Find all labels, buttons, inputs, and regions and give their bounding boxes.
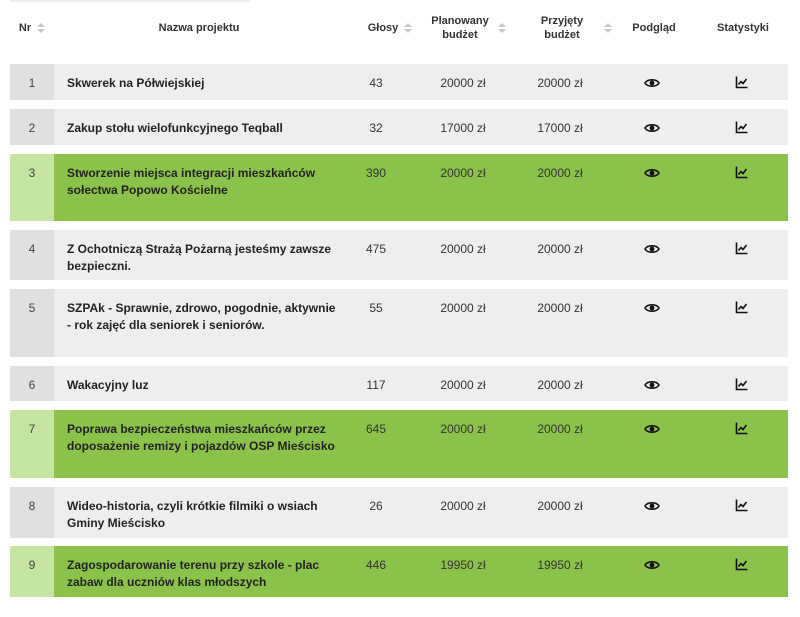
- row-number-cell: [10, 289, 54, 357]
- planned-budget-value: 20000 zł: [440, 301, 486, 315]
- column-header-nr-label: Nr: [18, 22, 32, 34]
- accepted-budget-value: 20000 zł: [537, 378, 583, 392]
- column-header-name-label: Nazwa projektu: [158, 22, 240, 34]
- project-name: SZPAk - Sprawnie, zdrowo, pogodnie, aktywnie - rok zajęć dla seniorek i seniorów.: [67, 301, 336, 332]
- stats-button[interactable]: [735, 75, 751, 92]
- column-header-votes[interactable]: [350, 8, 430, 48]
- accepted-budget-value: 20000 zł: [537, 301, 583, 315]
- votes-value: 32: [369, 121, 383, 135]
- eye-icon[interactable]: [644, 421, 660, 437]
- chart-line-icon[interactable]: [735, 498, 749, 512]
- eye-icon[interactable]: [644, 120, 660, 136]
- row-number: 1: [28, 76, 36, 90]
- preview-button[interactable]: [644, 120, 662, 137]
- row-number-cell: [10, 366, 54, 401]
- column-header-nr[interactable]: [10, 8, 54, 48]
- preview-button[interactable]: [644, 498, 662, 515]
- row-number-cell: [10, 230, 54, 280]
- sort-icon[interactable]: [404, 23, 412, 33]
- votes-value: 475: [365, 242, 387, 256]
- row-number: 5: [28, 301, 36, 315]
- column-header-preview-label: Podgląd: [632, 22, 676, 34]
- table-row: [10, 487, 788, 538]
- stats-button[interactable]: [735, 557, 751, 574]
- eye-icon[interactable]: [644, 165, 660, 181]
- planned-budget-value: 20000 zł: [440, 378, 486, 392]
- top-divider: [10, 0, 250, 2]
- chart-line-icon[interactable]: [735, 165, 749, 179]
- sort-icon[interactable]: [604, 23, 612, 33]
- project-name: Wideo-historia, czyli krótkie filmiki o wsiach Gminy Mieścisko: [67, 499, 318, 530]
- planned-budget-value: 20000 zł: [440, 76, 486, 90]
- column-header-stats-label: Statystyki: [717, 22, 769, 34]
- accepted-budget-value: 19950 zł: [537, 558, 583, 572]
- votes-value: 117: [366, 378, 386, 392]
- eye-icon[interactable]: [644, 377, 660, 393]
- accepted-budget-value: 20000 zł: [537, 422, 583, 436]
- accepted-budget-value: 20000 zł: [537, 499, 583, 513]
- row-number-cell: [10, 154, 54, 221]
- chart-line-icon[interactable]: [735, 75, 749, 89]
- project-name: Poprawa bezpieczeństwa mieszkańców przez doposażenie remizy i pojazdów OSP Mieścisko: [67, 422, 335, 453]
- project-name: Zagospodarowanie terenu przy szkole - plac zabaw dla uczniów klas młodszych: [67, 558, 320, 589]
- project-name: Stworzenie miejsca integracji mieszkańców sołectwa Popowo Kościelne: [67, 166, 316, 197]
- eye-icon[interactable]: [644, 498, 660, 514]
- stats-button[interactable]: [735, 241, 751, 258]
- row-number-cell: [10, 546, 54, 597]
- planned-budget-value: 17000 zł: [440, 121, 486, 135]
- preview-button[interactable]: [644, 557, 662, 574]
- votes-value: 43: [369, 76, 383, 90]
- table-row-highlighted: [10, 410, 788, 478]
- table-row-highlighted: [10, 546, 788, 597]
- eye-icon[interactable]: [644, 300, 660, 316]
- stats-button[interactable]: [735, 300, 751, 317]
- table-row: [10, 289, 788, 357]
- preview-button[interactable]: [644, 300, 662, 317]
- table-row-highlighted: [10, 154, 788, 221]
- planned-budget-value: 19950 zł: [440, 558, 486, 572]
- eye-icon[interactable]: [644, 557, 660, 573]
- column-header-preview: [625, 8, 683, 48]
- votes-value: 645: [365, 422, 387, 436]
- row-number: 3: [28, 166, 36, 180]
- row-number: 8: [28, 499, 36, 513]
- project-name: Wakacyjny luz: [67, 378, 149, 392]
- stats-button[interactable]: [735, 165, 751, 182]
- row-number-cell: [10, 64, 54, 100]
- row-number-cell: [10, 410, 54, 478]
- chart-line-icon[interactable]: [735, 377, 749, 391]
- stats-button[interactable]: [735, 421, 751, 438]
- stats-button[interactable]: [735, 377, 751, 394]
- column-header-stats: [703, 8, 783, 48]
- preview-button[interactable]: [644, 165, 662, 182]
- sort-icon[interactable]: [37, 23, 45, 33]
- eye-icon[interactable]: [644, 75, 660, 91]
- row-number: 4: [28, 242, 36, 256]
- table-row: [10, 366, 788, 401]
- project-name: Skwerek na Półwiejskiej: [67, 76, 205, 90]
- chart-line-icon[interactable]: [735, 557, 749, 571]
- votes-value: 26: [369, 499, 383, 513]
- row-number-cell: [10, 487, 54, 538]
- column-header-planned-budget[interactable]: [422, 8, 512, 48]
- preview-button[interactable]: [644, 421, 662, 438]
- preview-button[interactable]: [644, 241, 662, 258]
- votes-value: 390: [365, 166, 387, 180]
- eye-icon[interactable]: [644, 241, 660, 257]
- chart-line-icon[interactable]: [735, 120, 749, 134]
- preview-button[interactable]: [644, 377, 662, 394]
- sort-icon[interactable]: [498, 23, 506, 33]
- planned-budget-value: 20000 zł: [440, 242, 486, 256]
- accepted-budget-value: 20000 zł: [537, 166, 583, 180]
- accepted-budget-value: 20000 zł: [537, 76, 583, 90]
- accepted-budget-value: 20000 zł: [537, 242, 583, 256]
- row-number-cell: [10, 109, 54, 145]
- accepted-budget-value: 17000 zł: [537, 121, 583, 135]
- planned-budget-value: 20000 zł: [440, 499, 486, 513]
- column-header-name: [64, 8, 334, 48]
- table-row: [10, 109, 788, 145]
- chart-line-icon[interactable]: [735, 241, 749, 255]
- planned-budget-value: 20000 zł: [440, 166, 486, 180]
- table-header: [10, 8, 788, 48]
- row-number: 6: [28, 378, 36, 392]
- project-name: Zakup stołu wielofunkcyjnego Teqball: [67, 121, 283, 135]
- row-number: 2: [28, 121, 36, 135]
- chart-line-icon[interactable]: [735, 421, 749, 435]
- column-header-accepted-budget-label: Przyjęty budżet: [540, 15, 584, 41]
- chart-line-icon[interactable]: [735, 300, 749, 314]
- votes-value: 446: [365, 558, 387, 572]
- stats-button[interactable]: [735, 120, 751, 137]
- votes-value: 55: [369, 301, 383, 315]
- project-name: Z Ochotniczą Strażą Pożarną jesteśmy zawsze bezpieczni.: [67, 242, 332, 273]
- preview-button[interactable]: [644, 75, 662, 92]
- column-header-planned-budget-label: Planowany budżet: [431, 15, 489, 41]
- column-header-accepted-budget[interactable]: [518, 8, 628, 48]
- table-row: [10, 64, 788, 100]
- planned-budget-value: 20000 zł: [440, 422, 486, 436]
- row-number: 7: [28, 422, 36, 436]
- stats-button[interactable]: [735, 498, 751, 515]
- column-header-votes-label: Głosy: [367, 22, 399, 34]
- table-row: [10, 230, 788, 280]
- row-number: 9: [28, 558, 36, 572]
